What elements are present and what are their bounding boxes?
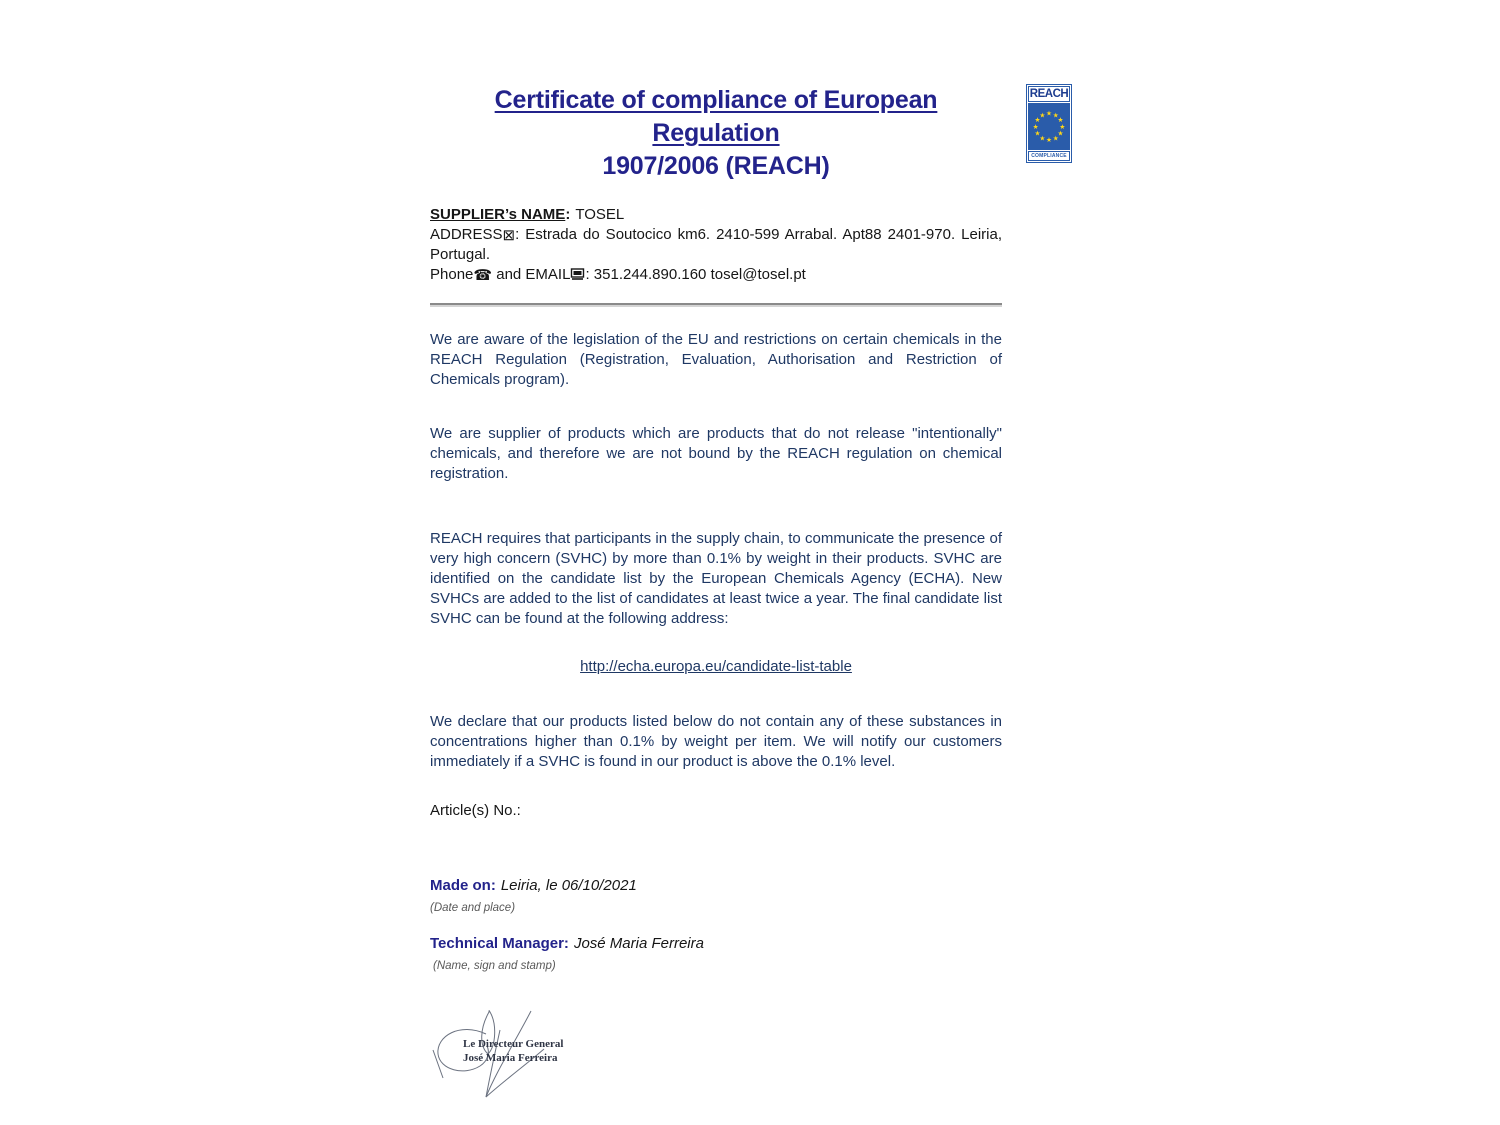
reach-compliance-logo — [1026, 84, 1072, 163]
page-title-line1: Certificate of compliance of European Regulation — [494, 86, 938, 147]
stamp-line2: José Maria Ferreira — [463, 1052, 558, 1064]
paragraph-declaration: We declare that our products listed below do not contain any of these substances in concentrations higher than 0.1% by weight per item. We will notify our customers immediately if a SVHC is found in our product is above the 0.1% level. — [430, 713, 1002, 770]
candidate-list-link[interactable]: http://echa.europa.eu/candidate-list-table — [580, 658, 852, 675]
technical-manager-note: (Name, sign and stamp) — [433, 960, 556, 972]
supplier-name-label: SUPPLIER’s NAME — [430, 206, 566, 223]
supplier-contact-line — [430, 265, 1002, 287]
made-on-line — [430, 876, 1002, 918]
supplier-name-line — [430, 205, 1002, 225]
svg-text:★: ★ — [1057, 116, 1064, 125]
svg-text:★: ★ — [1039, 134, 1046, 143]
envelope-icon: ⊠ — [502, 227, 516, 244]
technical-manager-label: Technical Manager: — [430, 935, 569, 952]
contact-value: : 351.244.890.160 tosel@tosel.pt — [585, 266, 806, 283]
technical-manager-line — [430, 934, 1002, 976]
technical-manager-value: José Maria Ferreira — [573, 935, 704, 952]
stamp-line1: Le Directeur General — [463, 1038, 564, 1050]
svg-text:★: ★ — [1039, 111, 1046, 120]
svg-text:★: ★ — [1057, 129, 1064, 138]
supplier-block — [430, 205, 1002, 287]
made-on-label: Made on: — [430, 877, 496, 894]
supplier-name-colon: : — [565, 206, 571, 223]
supplier-name-value: TOSEL — [575, 206, 625, 223]
email-label: and EMAIL — [492, 266, 571, 283]
stamp-text — [463, 1037, 593, 1065]
signature-area — [430, 1000, 650, 1125]
computer-icon — [570, 267, 585, 287]
paragraph-svhc: REACH requires that participants in the supply chain, to communicate the presence of very high concern (SVHC) by more than 0.1% by weight in their products. SVHC are identified on the candidate list by the European Chemicals Agency (ECHA). New SVHCs are added to the list of candidates at least twice a year. The final candidate list SVHC can be found at the following address: — [430, 530, 1002, 627]
eu-stars-field — [1028, 103, 1070, 150]
supplier-address-line — [430, 225, 1002, 265]
address-value: : Estrada do Soutocico km6. 2410-599 Arrabal. Apt88 2401-970. Leiria, Portugal. — [430, 226, 1002, 263]
svg-text:★: ★ — [1059, 122, 1066, 131]
document-body — [430, 84, 1002, 1125]
reach-logo-title: REACH — [1029, 88, 1069, 100]
address-label: ADDRESS — [430, 226, 503, 243]
svg-text:★: ★ — [1052, 134, 1059, 143]
phone-label: Phone — [430, 266, 474, 283]
svg-text:★: ★ — [1034, 129, 1041, 138]
paragraph-awareness: We are aware of the legislation of the EU and restrictions on certain chemicals in the REACH Regulation (Registration, Evaluation, Authorisation and Restriction of Chemicals program). — [430, 331, 1002, 388]
candidate-list-link-row — [430, 658, 1002, 676]
svg-text:★: ★ — [1052, 111, 1059, 120]
page-title-line2: 1907/2006 (REACH) — [602, 152, 830, 180]
reach-logo-subtitle: COMPLIANCE — [1028, 151, 1070, 161]
made-on-note: (Date and place) — [430, 902, 516, 914]
svg-text:★: ★ — [1046, 136, 1052, 145]
page-title — [430, 84, 1002, 183]
made-on-value: Leiria, le 06/10/2021 — [500, 877, 637, 894]
svg-text:★: ★ — [1034, 116, 1041, 125]
svg-text:★: ★ — [1046, 109, 1052, 118]
paragraph-supplier-statement: We are supplier of products which are products that do not release "intentionally" chemicals, and therefore we are not bound by the REACH regulation on chemical registration. — [430, 425, 1002, 482]
article-number-label: Article(s) No.: — [430, 802, 521, 819]
eu-stars-icon — [1028, 103, 1070, 150]
telephone-icon: ☎ — [473, 267, 493, 284]
svg-text:★: ★ — [1032, 122, 1039, 131]
section-divider — [430, 303, 1002, 305]
